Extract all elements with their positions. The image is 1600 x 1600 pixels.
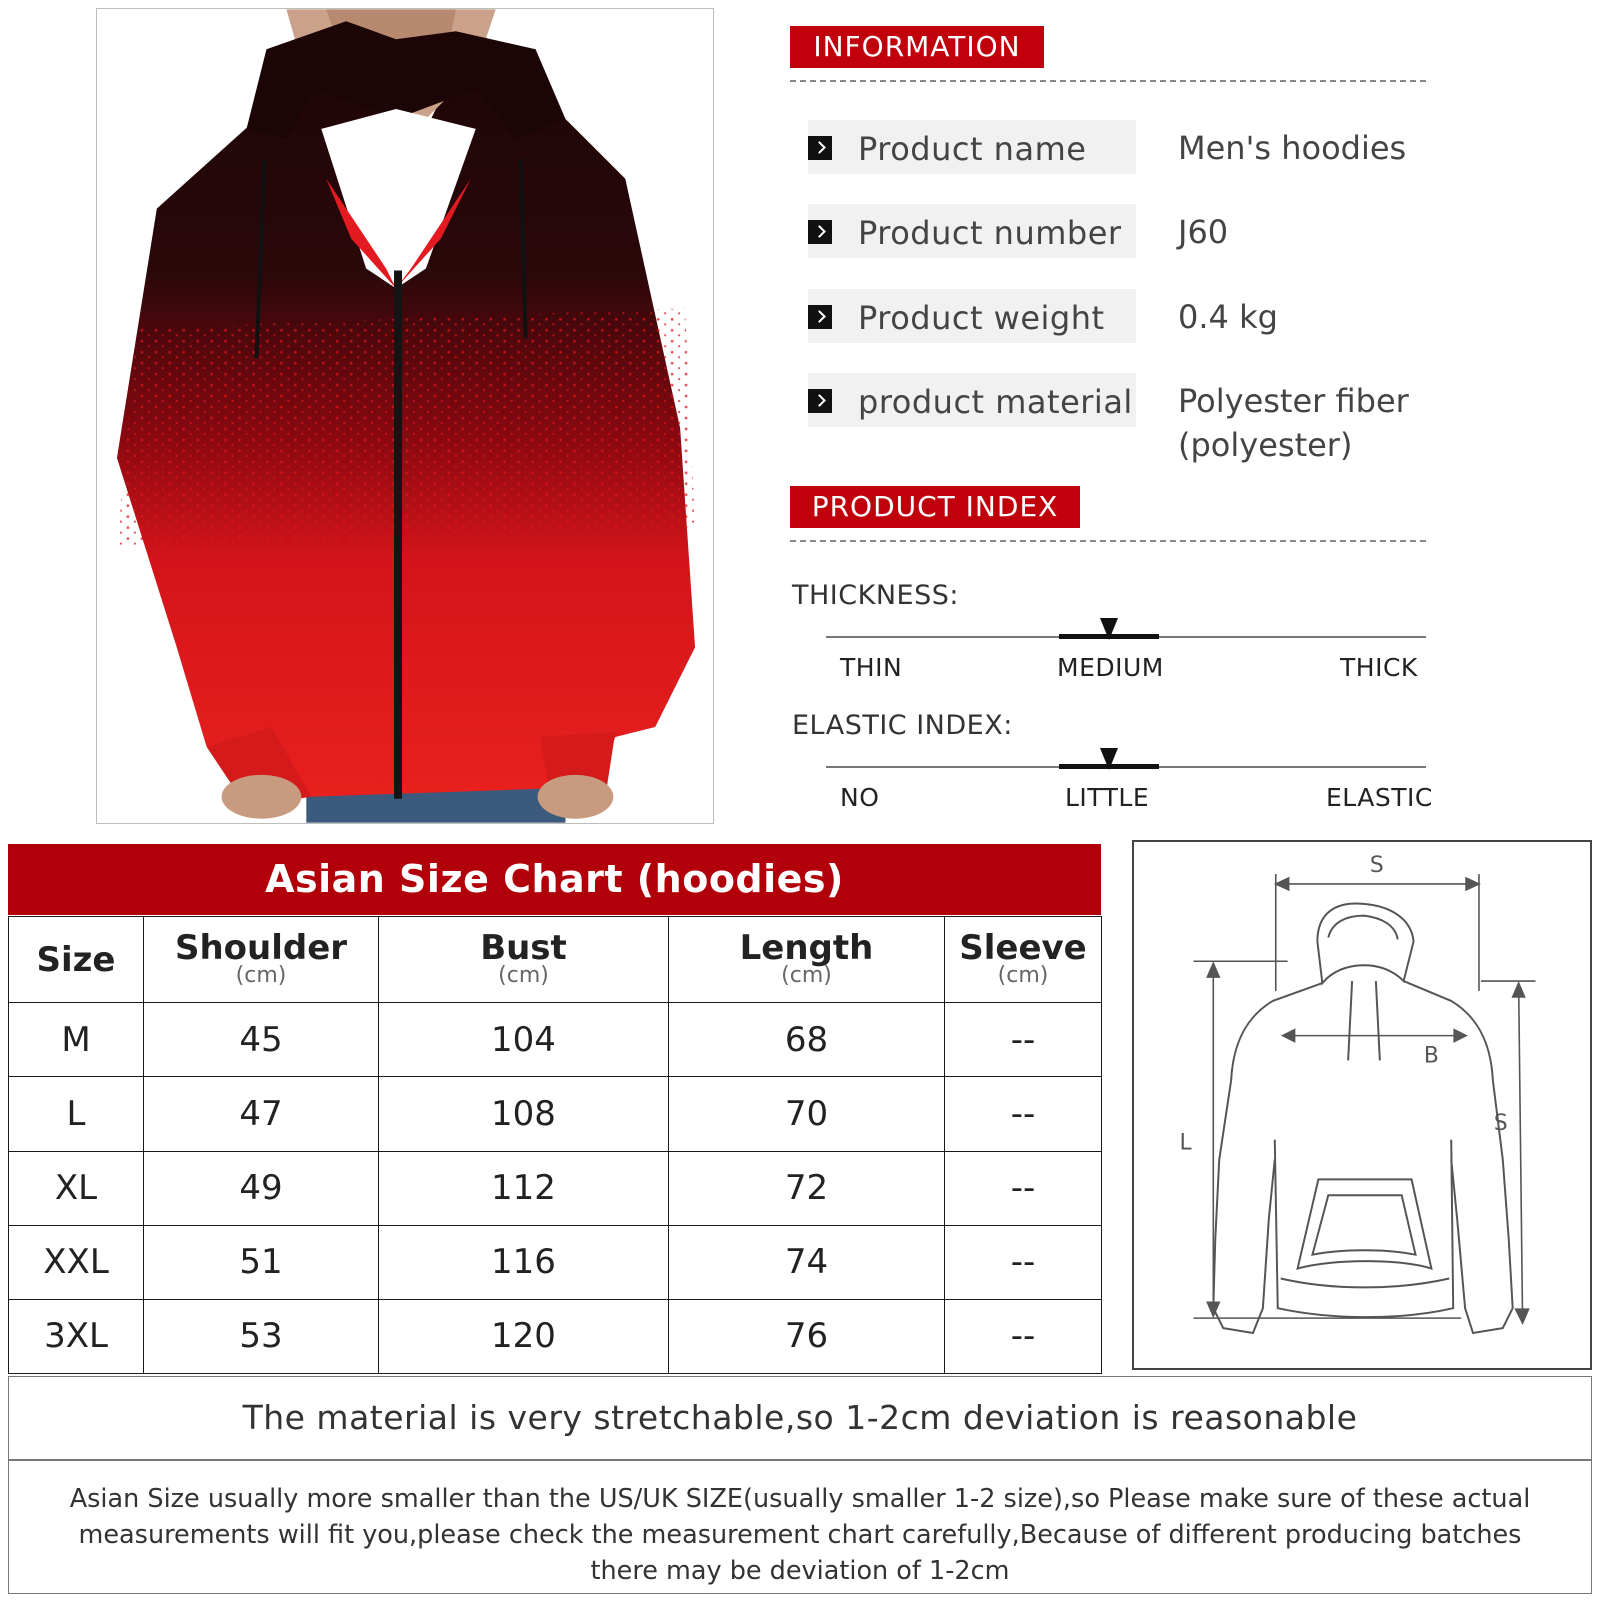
cell-length: 68 (669, 1003, 945, 1077)
cell-bust: 112 (379, 1151, 669, 1225)
col-header-unit: (cm) (235, 962, 287, 988)
cell-bust: 120 (379, 1299, 669, 1373)
sleeve-letter: S (1493, 1110, 1508, 1136)
thickness-label: THICKNESS: (792, 580, 959, 611)
cell-length: 76 (669, 1299, 945, 1373)
hoodie-photo-illustration (97, 9, 713, 823)
info-value: 0.4 kg (1178, 298, 1278, 336)
cell-bust: 108 (379, 1077, 669, 1151)
thickness-low: THIN (840, 653, 903, 682)
information-divider (790, 80, 1426, 82)
cell-sleeve: -- (945, 1151, 1102, 1225)
product-index-divider (790, 540, 1426, 542)
chevron-right-icon (808, 136, 832, 160)
table-row (9, 1225, 1102, 1299)
col-header-sleeve (945, 917, 1102, 1003)
thickness-pointer-icon (1100, 618, 1118, 640)
hoodie-outline-icon (1134, 842, 1590, 1368)
shoulder-letter: S (1369, 853, 1384, 879)
size-chart-table (8, 916, 1102, 1374)
cell-shoulder: 49 (144, 1151, 379, 1225)
chevron-right-icon (808, 305, 832, 329)
cell-length: 74 (669, 1225, 945, 1299)
stretch-note: The material is very stretchable,so 1-2cm deviation is reasonable (8, 1376, 1592, 1460)
col-header-label: Sleeve (959, 927, 1087, 968)
cell-sleeve: -- (945, 1003, 1102, 1077)
thickness-mid: MEDIUM (1057, 653, 1164, 682)
col-header-unit: (cm) (997, 962, 1049, 988)
info-key-label: Product number (858, 214, 1122, 252)
cell-sleeve: -- (945, 1077, 1102, 1151)
cell-shoulder: 47 (144, 1077, 379, 1151)
cell-sleeve: -- (945, 1225, 1102, 1299)
info-value: Men's hoodies (1178, 129, 1407, 167)
bust-letter: B (1423, 1043, 1439, 1069)
col-header-unit: (cm) (781, 962, 832, 988)
col-header-label: Shoulder (174, 927, 348, 968)
info-key-box (808, 373, 1136, 427)
elastic-mid: LITTLE (1065, 783, 1150, 812)
table-row (9, 1003, 1102, 1077)
info-key-label: product material (858, 383, 1133, 421)
info-key-box (808, 289, 1136, 343)
cell-bust: 104 (379, 1003, 669, 1077)
chevron-right-icon (808, 389, 832, 413)
col-header-unit: (cm) (498, 962, 549, 988)
col-header-length (669, 917, 945, 1003)
cell-length: 70 (669, 1077, 945, 1151)
col-header-size (9, 917, 144, 1003)
col-header-bust (379, 917, 669, 1003)
col-header-label: Length (739, 927, 874, 968)
cell-bust: 116 (379, 1225, 669, 1299)
size-chart-title: Asian Size Chart (hoodies) (8, 844, 1101, 915)
col-header-label: Bust (480, 927, 567, 968)
elastic-low: NO (840, 783, 880, 812)
cell-size: M (9, 1003, 144, 1077)
cell-sleeve: -- (945, 1299, 1102, 1373)
info-key-label: Product name (858, 130, 1087, 168)
info-key-box (808, 204, 1136, 258)
thickness-high: THICK (1340, 653, 1418, 682)
cell-shoulder: 45 (144, 1003, 379, 1077)
elastic-pointer-icon (1100, 748, 1118, 770)
col-header-shoulder (144, 917, 379, 1003)
length-letter: L (1179, 1130, 1192, 1156)
cell-shoulder: 51 (144, 1225, 379, 1299)
cell-size: L (9, 1077, 144, 1151)
info-key-box (808, 120, 1136, 174)
size-disclaimer: Asian Size usually more smaller than the US/UK SIZE(usually smaller 1-2 size),so Please make sure of these actual measurements will fit you,please check the measurement chart carefully,Because of different producing batches there may be deviation of 1-2cm (8, 1460, 1592, 1594)
cell-size: XXL (9, 1225, 144, 1299)
table-row (9, 1151, 1102, 1225)
chevron-right-icon (808, 220, 832, 244)
table-row (9, 1077, 1102, 1151)
cell-length: 72 (669, 1151, 945, 1225)
info-key-label: Product weight (858, 299, 1105, 337)
product-index-heading: PRODUCT INDEX (790, 486, 1080, 528)
product-photo (96, 8, 714, 824)
info-value: J60 (1178, 213, 1229, 251)
table-row (9, 1299, 1102, 1373)
cell-shoulder: 53 (144, 1299, 379, 1373)
information-heading: INFORMATION (790, 26, 1044, 68)
elastic-high: ELASTIC (1326, 783, 1433, 812)
info-value: Polyester fiber (polyester) (1178, 382, 1409, 464)
elastic-index-label: ELASTIC INDEX: (792, 710, 1013, 741)
size-table-header-row (9, 917, 1102, 1003)
cell-size: 3XL (9, 1299, 144, 1373)
cell-size: XL (9, 1151, 144, 1225)
measurement-diagram (1132, 840, 1592, 1370)
col-header-label: Size (36, 939, 116, 980)
